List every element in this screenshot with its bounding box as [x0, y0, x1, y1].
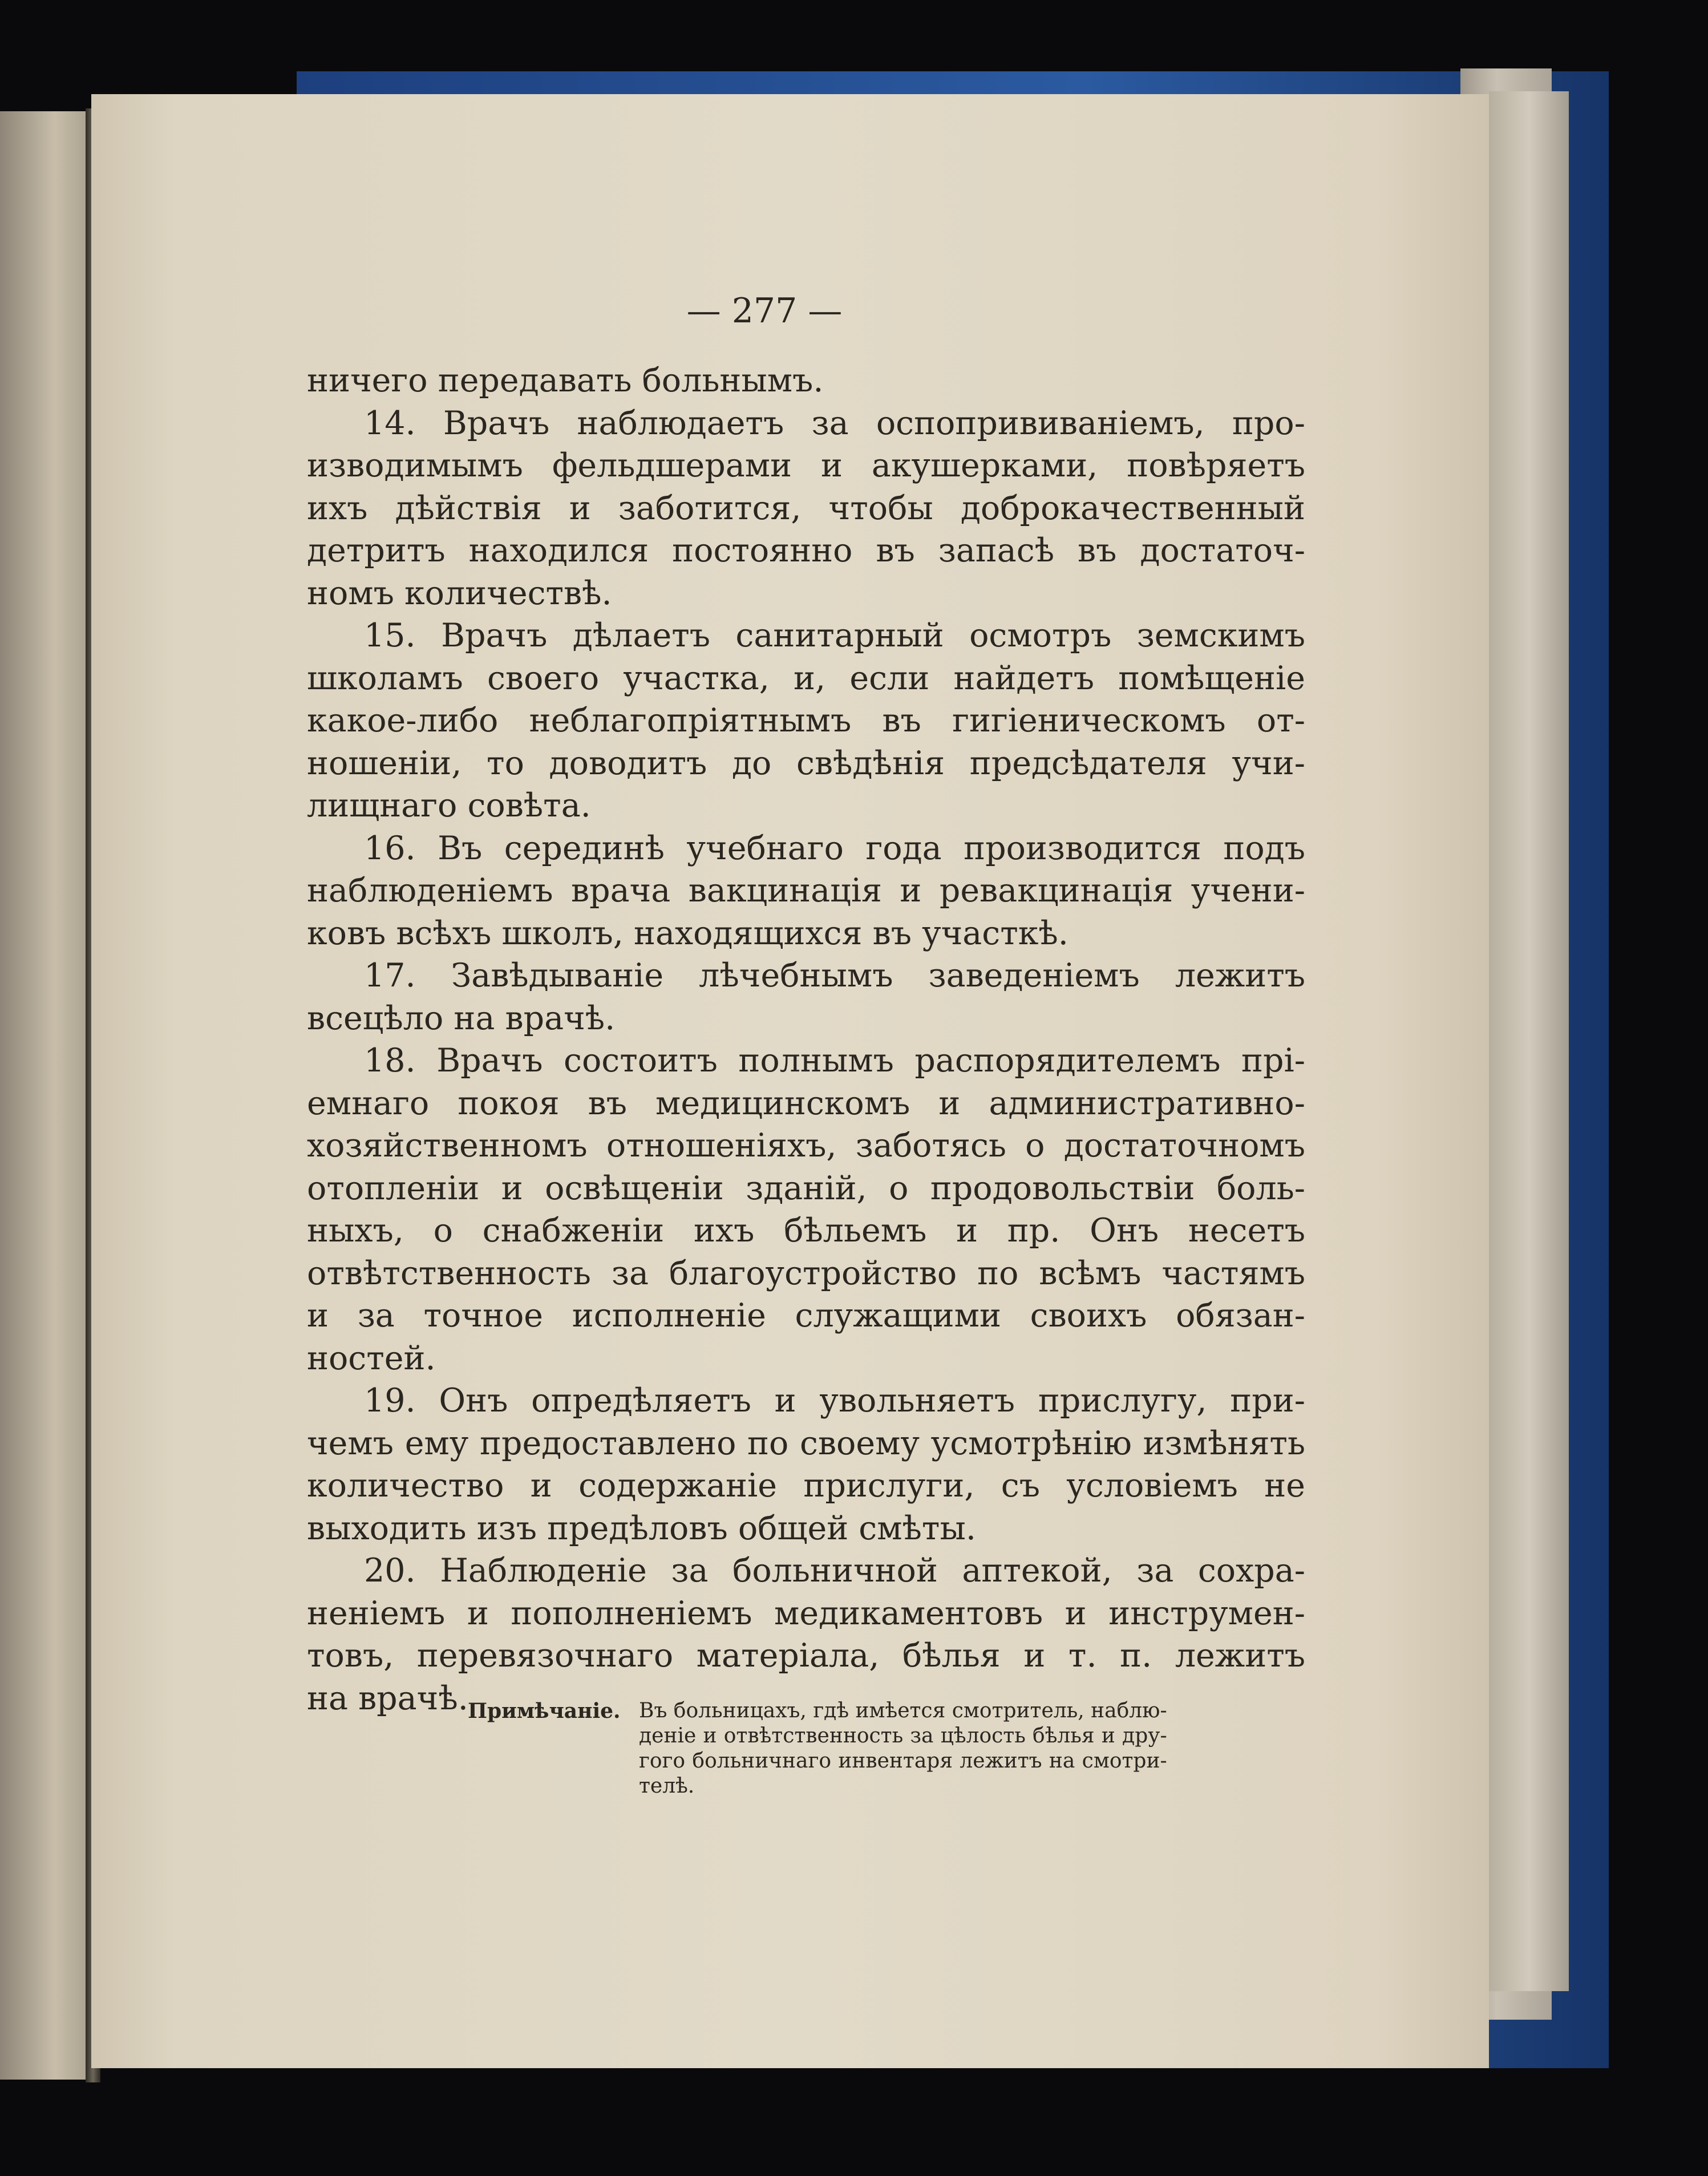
- text-line: наблюденіемъ врача вакцинація и ревакцинація учени-: [307, 872, 1305, 909]
- left-page-edge: [0, 111, 91, 2080]
- text-line: отвѣтственность за благоустройство по всѣмъ частямъ: [307, 1254, 1305, 1292]
- text-line: и за точное исполненіе служащими своихъ обязан-: [307, 1297, 1305, 1334]
- footnote-text: [639, 1698, 1167, 1799]
- text-line: 14. Врачъ наблюдаетъ за оспопрививаніемъ, про-: [364, 404, 1305, 442]
- page-edges-inner: [1489, 91, 1569, 1991]
- footnote-line: гого больничнаго инвентаря лежитъ на смотри-: [639, 1749, 1167, 1773]
- footnote-line: Въ больницахъ, гдѣ имѣется смотритель, наблю-: [639, 1699, 1167, 1722]
- text-line: неніемъ и пополненіемъ медикаментовъ и инструмен-: [307, 1594, 1305, 1632]
- text-line: товъ, перевязочнаго матеріала, бѣлья и т. п. лежитъ: [307, 1637, 1305, 1675]
- text-line: всецѣло на врачѣ.: [307, 999, 616, 1037]
- text-line: ничего передавать больнымъ.: [307, 362, 824, 399]
- book-page: [91, 94, 1489, 2068]
- text-line: хозяйственномъ отношеніяхъ, заботясь о достаточномъ: [307, 1127, 1305, 1164]
- footnote: [468, 1698, 1305, 1799]
- text-line: отопленіи и освѣщеніи зданій, о продовольствіи боль-: [307, 1169, 1305, 1207]
- text-line: ныхъ, о снабженіи ихъ бѣльемъ и пр. Онъ несетъ: [307, 1212, 1305, 1249]
- text-line: выходить изъ предѣловъ общей смѣты.: [307, 1509, 976, 1547]
- text-line: ихъ дѣйствія и заботится, чтобы доброкачественный: [307, 489, 1305, 527]
- page-number: — 277 —: [686, 291, 843, 331]
- text-line: детритъ находился постоянно въ запасѣ въ достаточ-: [307, 532, 1305, 569]
- text-line: 17. Завѣдываніе лѣчебнымъ заведеніемъ лежитъ: [364, 957, 1305, 994]
- footnote-line: телѣ.: [639, 1774, 695, 1798]
- text-line: 15. Врачъ дѣлаетъ санитарный осмотръ земскимъ: [364, 617, 1305, 654]
- footnote-line: деніе и отвѣтственность за цѣлость бѣлья и дру-: [639, 1724, 1167, 1748]
- text-line: ношеніи, то доводитъ до свѣдѣнія предсѣдателя учи-: [307, 744, 1305, 782]
- footnote-label: Примѣчаніе.: [468, 1699, 621, 1723]
- text-line: лищнаго совѣта.: [307, 787, 591, 824]
- text-line: 16. Въ серединѣ учебнаго года производится подъ: [364, 829, 1305, 867]
- text-line: 20. Наблюденіе за больничной аптекой, за сохра-: [364, 1552, 1305, 1589]
- text-line: ностей.: [307, 1339, 436, 1377]
- text-line: изводимымъ фельдшерами и акушерками, повѣряетъ: [307, 447, 1305, 484]
- text-line: какое-либо неблагопріятнымъ въ гигіеническомъ от-: [307, 702, 1305, 739]
- body-text: [307, 359, 1305, 1720]
- text-line: школамъ своего участка, и, если найдетъ помѣщеніе: [307, 659, 1305, 697]
- text-line: чемъ ему предоставлено по своему усмотрѣнію измѣнять: [307, 1424, 1305, 1462]
- text-line: номъ количествѣ.: [307, 574, 612, 612]
- text-line: на врачѣ.: [307, 1679, 468, 1717]
- text-line: емнаго покоя въ медицинскомъ и административно-: [307, 1084, 1305, 1122]
- text-line: количество и содержаніе прислуги, съ условіемъ не: [307, 1467, 1305, 1504]
- text-line: 18. Врачъ состоитъ полнымъ распорядителемъ прі-: [364, 1042, 1305, 1079]
- text-line: ковъ всѣхъ школъ, находящихся въ участкѣ.: [307, 914, 1068, 952]
- text-line: 19. Онъ опредѣляетъ и увольняетъ прислугу, при-: [364, 1382, 1305, 1419]
